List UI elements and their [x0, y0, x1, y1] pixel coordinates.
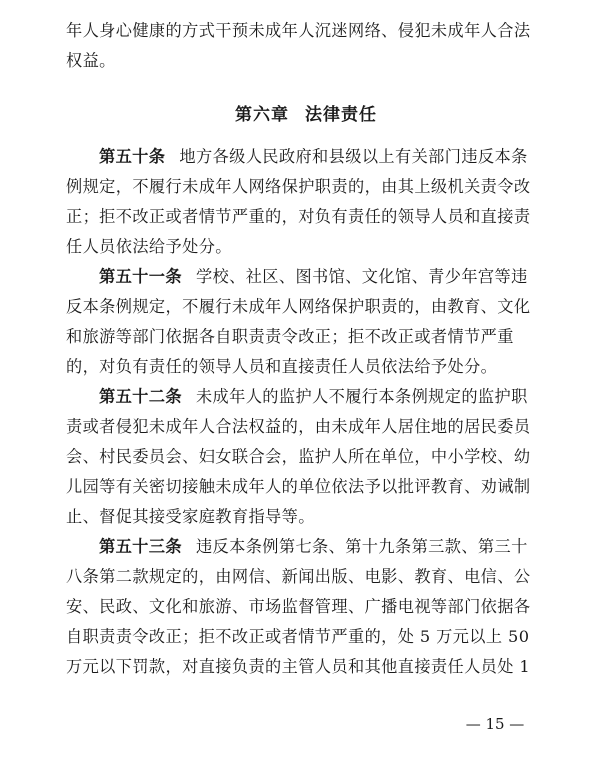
article-number: 第五十一条: [99, 267, 182, 286]
article-number: 第五十二条: [99, 387, 182, 406]
continued-paragraph: [66, 16, 546, 76]
text-line: 的，对负有责任的领导人员和直接责任人员依法给予处分。: [66, 357, 498, 376]
text-line: 违反本条例第七条、第十九条第三款、第三十: [195, 537, 528, 556]
article-51: [66, 262, 546, 382]
text-line: 权益。: [66, 51, 116, 70]
article-50: [66, 142, 546, 262]
article-number: 第五十条: [99, 147, 166, 166]
article-52: [66, 382, 546, 532]
text-line: 例规定，不履行未成年人网络保护职责的，由其上级机关责令改: [66, 177, 531, 196]
text-line: 会、村民委员会、妇女联合会，监护人所在单位，中小学校、幼: [66, 447, 531, 466]
text-line: 止、督促其接受家庭教育指导等。: [66, 507, 315, 526]
text-line: 地方各级人民政府和县级以上有关部门违反本条: [179, 147, 528, 166]
text-line: 学校、社区、图书馆、文化馆、青少年宫等违: [195, 267, 528, 286]
text-line: 儿园等有关密切接触未成年人的单位依法予以批评教育、劝诫制: [66, 477, 531, 496]
chapter-number: 第六章: [235, 105, 289, 125]
text-line: 反本条例规定，不履行未成年人网络保护职责的，由教育、文化: [66, 297, 531, 316]
text-line: 责或者侵犯未成年人合法权益的，由未成年人居住地的居民委员: [66, 417, 531, 436]
text-line: 自职责责令改正；拒不改正或者情节严重的，处 5 万元以上 50: [66, 627, 530, 646]
chapter-title: 法律责任: [305, 105, 377, 125]
text-line: 正；拒不改正或者情节严重的，对负有责任的领导人员和直接责: [66, 207, 531, 226]
text-line: 八条第二款规定的，由网信、新闻出版、电影、教育、电信、公: [66, 567, 531, 586]
page-number: — 15 —: [465, 715, 525, 733]
article-number: 第五十三条: [99, 537, 182, 556]
text-line: 年人身心健康的方式干预未成年人沉迷网络、侵犯未成年人合法: [66, 21, 531, 40]
text-line: 万元以下罚款，对直接负责的主管人员和其他直接责任人员处 1: [66, 657, 531, 676]
chapter-heading: [66, 100, 546, 125]
text-line: 未成年人的监护人不履行本条例规定的监护职: [195, 387, 528, 406]
text-line: 和旅游等部门依据各自职责责令改正；拒不改正或者情节严重: [66, 327, 514, 346]
document-page: [66, 16, 546, 682]
text-line: 任人员依法给予处分。: [66, 237, 232, 256]
text-line: 安、民政、文化和旅游、市场监督管理、广播电视等部门依据各: [66, 597, 531, 616]
article-53: [66, 532, 546, 682]
